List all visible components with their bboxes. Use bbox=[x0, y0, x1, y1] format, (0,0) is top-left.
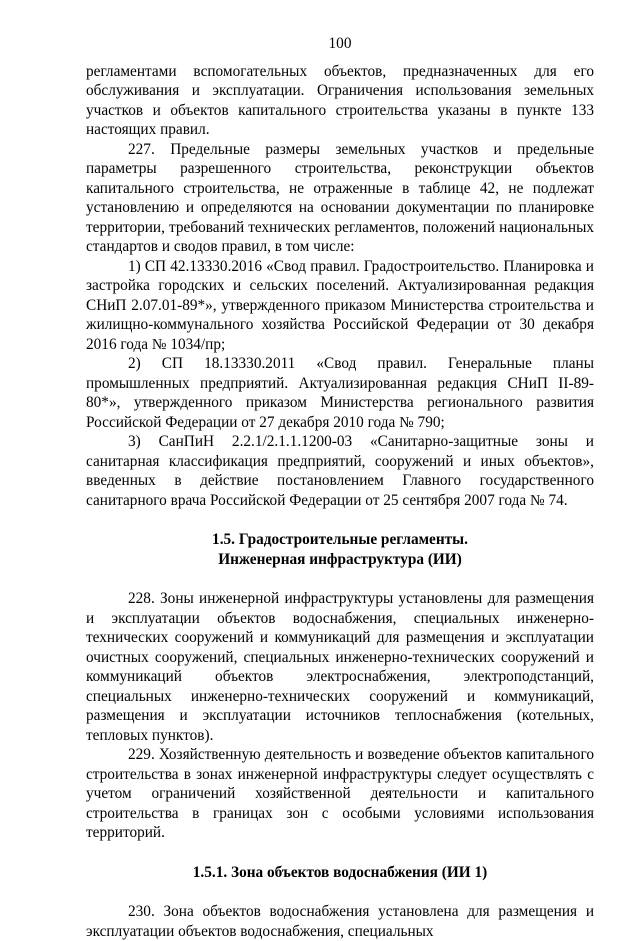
list-item-1: 1) СП 42.13330.2016 «Свод правил. Градостроительство. Планировка и застройка городских и сельских поселений. Актуализированная редакция СНиП 2.07.01-89*», утвержденного приказом Министерства строительства и жилищно-коммунального хозяйства Российской Федерации от 30 декабря 2016 года № 1034/пр; bbox=[86, 257, 594, 353]
section-heading-line-2: Инженерная инфраструктура (ИИ) bbox=[218, 550, 462, 568]
section-heading-1-5 bbox=[86, 530, 594, 569]
section-heading-line-1: 1.5. Градостроительные регламенты. bbox=[212, 531, 468, 548]
list-item-2: 2) СП 18.13330.2011 «Свод правил. Генеральные планы промышленных предприятий. Актуализированная редакция СНиП II-89-80*», утвержденного приказом Министерства регионального развития Российской Федерации от 27 декабря 2010 года № 790; bbox=[86, 355, 594, 431]
section-heading-1-5-1: 1.5.1. Зона объектов водоснабжения (ИИ 1) bbox=[192, 863, 488, 881]
paragraph-229: 229. Хозяйственную деятельность и возведение объектов капитального строительства в зонах инженерной инфраструктуры следует осуществлять с учетом ограничений хозяйственной деятельности и капитального строительства в границах зон с особыми условиями использования территорий. bbox=[86, 746, 594, 841]
paragraph-228: 228. Зоны инженерной инфраструктуры установлены для размещения и эксплуатации объектов водоснабжения, специальных инженерно-технических сооружений и коммуникаций для размещения и эксплуатации очистных сооружений, специальных инженерно-технических сооружений и коммуникаций объектов электроснабжения, электроподстанций, специальных инженерно-технических сооружений и коммуникаций, размещения и эксплуатации источников теплоснабжения (котельных, тепловых пунктов). bbox=[86, 590, 594, 744]
paragraph-230: 230. Зона объектов водоснабжения установлена для размещения и эксплуатации объектов водоснабжения, специальных bbox=[86, 903, 594, 940]
paragraph-continuation: регламентами вспомогательных объектов, предназначенных для его обслуживания и эксплуатации. Ограничения использования земельных участков и объектов капитального строительства указаны в пункте 133 настоящих правил. bbox=[86, 62, 594, 138]
page-number: 100 bbox=[328, 35, 352, 52]
list-item-3: 3) СанПиН 2.2.1/2.1.1.1200-03 «Санитарно-защитные зоны и санитарная классификация предприятий, сооружений и иных объектов», введенных в действие постановлением Главного государственного санитарного врача Российской Федерации от 25 сентября 2007 года № 74. bbox=[86, 433, 594, 509]
document-page bbox=[86, 34, 594, 941]
paragraph-227: 227. Предельные размеры земельных участков и предельные параметры разрешенного строительства, реконструкции объектов капитального строительства, не отраженные в таблице 42, не подлежат установлению и определяются на основании документации по планировке территории, требований технических регламентов, положений национальных стандартов и сводов правил, в том числе: bbox=[86, 140, 594, 255]
